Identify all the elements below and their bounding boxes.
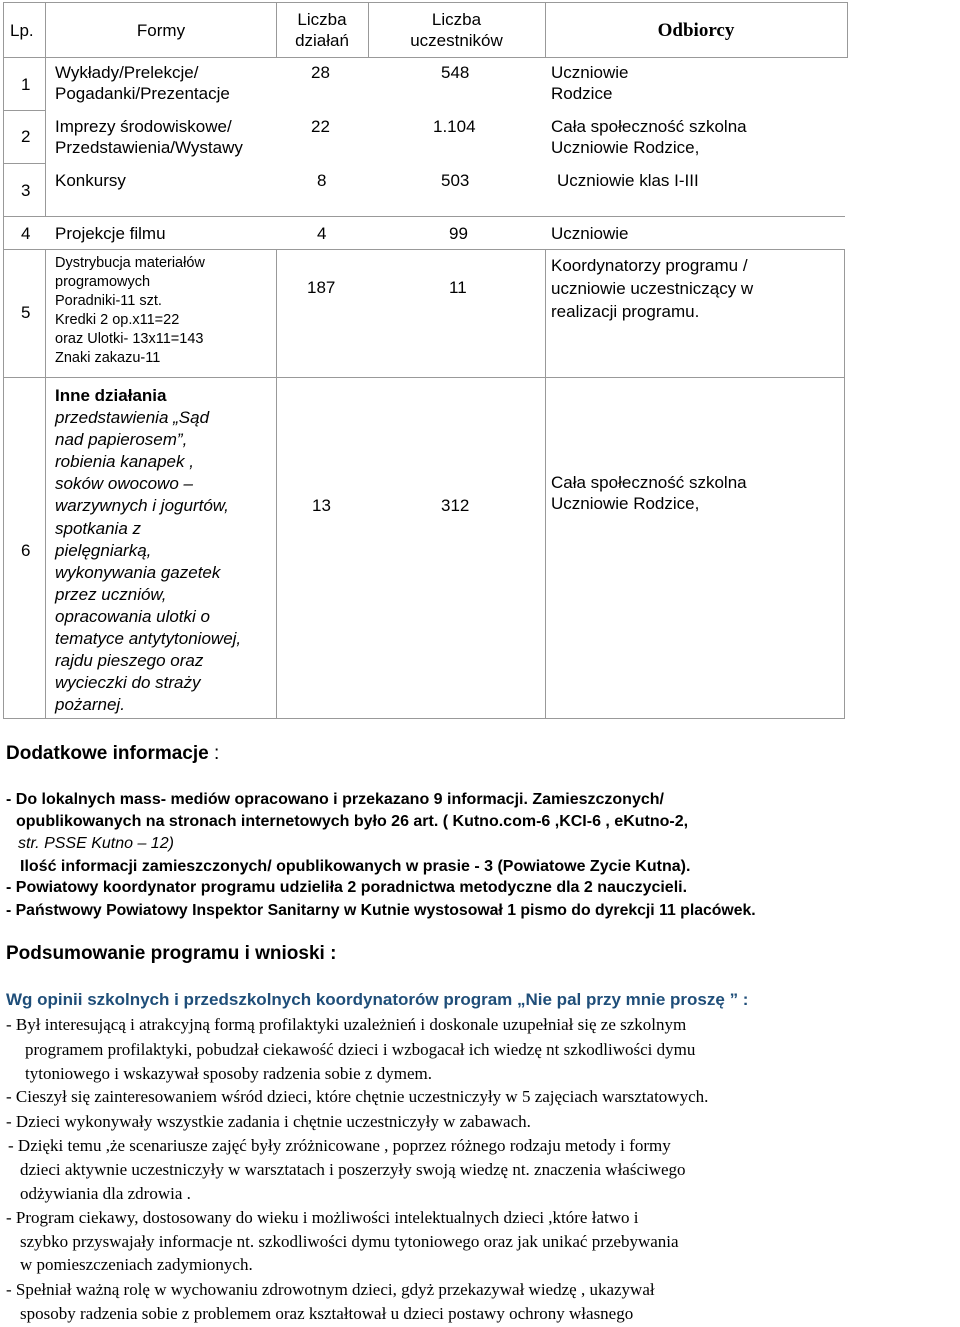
row-1-formy: Wykłady/Prelekcje/ Pogadanki/Prezentacje <box>55 63 230 103</box>
row-3-formy: Konkursy <box>55 171 126 190</box>
summary-line-7: dzieci aktywnie uczestniczyły w warsztatach i poszerzyły swoją wiedzę nt. znaczenia właściwego <box>20 1160 686 1179</box>
summary-line-1: - Był interesującą i atrakcyjną formą profilaktyki uzależnień i doskonale uzupełniał się ze szkolnym <box>6 1015 687 1034</box>
dodatkowe-line-3: str. PSSE Kutno – 12) <box>18 835 174 852</box>
row-1-dzialan: 28 <box>311 63 330 82</box>
row-2-formy: Imprezy środowiskowe/ Przedstawienia/Wystawy <box>55 117 243 157</box>
row-5-formy: Dystrybucja materiałów programowych Poradniki-11 szt. Kredki 2 op.x11=22 oraz Ulotki- 13x11=143 Znaki zakazu-11 <box>55 255 205 366</box>
podsumowanie-title: Podsumowanie programu i wnioski : <box>6 943 337 964</box>
dodatkowe-line-1: - Do lokalnych mass- mediów opracowano i przekazano 9 informacji. Zamieszczonych/ <box>6 791 664 808</box>
podsumowanie-subtitle: Wg opinii szkolnych i przedszkolnych koordynatorów program „Nie pal przy mnie proszę ” : <box>6 990 749 1009</box>
row-3-uczestnikow: 503 <box>441 171 470 190</box>
row-2-odbiorcy: Cała społeczność szkolna Uczniowie Rodzice, <box>551 117 747 157</box>
summary-line-9: - Program ciekawy, dostosowany do wieku i możliwości intelektualnych dzieci ,które łatwo i <box>6 1208 639 1227</box>
row-1-uczestnikow: 548 <box>441 63 470 82</box>
summary-line-8: odżywiania dla zdrowia . <box>20 1184 191 1203</box>
summary-line-6: - Dzięki temu ,że scenariusze zajęć były zróżnicowane , poprzez różnego rodzaju metody i formy <box>8 1136 671 1155</box>
row-2-uczestnikow: 1.104 <box>433 117 476 136</box>
summary-line-3: tytoniowego i wskazywał sposoby radzenia sobie z dymem. <box>25 1064 432 1083</box>
summary-line-5: - Dzieci wykonywały wszystkie zadania i chętnie uczestniczyły w zabawach. <box>6 1112 531 1131</box>
row-2-dzialan: 22 <box>311 117 330 136</box>
header-lp: Lp. <box>10 21 34 40</box>
row-6-formy: Inne działania przedstawienia „Sąd nad papierosem”, robienia kanapek , soków owocowo – warzywnych i jogurtów, spotkania z pielęgniarką, wykonywania gazetek przez uczniów, opracowania ulotki o tematyce antytytoniowej, rajdu pieszego oraz wycieczki do straży pożarnej. <box>55 386 242 715</box>
row-3-dzialan: 8 <box>317 171 327 190</box>
summary-line-4: - Cieszył się zainteresowaniem wśród dzieci, które chętnie uczestniczyły w 5 zajęciach warsztatowych. <box>6 1087 709 1106</box>
row-4-uczestnikow: 99 <box>449 224 468 243</box>
row-5-odbiorcy: Koordynatorzy programu / uczniowie uczestniczący w realizacji programu. <box>551 256 754 321</box>
summary-line-12: - Spełniał ważną rolę w wychowaniu zdrowotnym dzieci, gdyż przekazywał wiedzę , ukazywał <box>6 1280 655 1299</box>
row-4-odbiorcy: Uczniowie <box>551 224 629 243</box>
row-1-lp: 1 <box>21 75 31 94</box>
summary-line-13: sposoby radzenia sobie z problemem oraz kształtował u dzieci postawy ochrony własnego <box>20 1304 634 1323</box>
header-odbiorcy: Odbiorcy <box>657 20 735 41</box>
header-liczba-dzialan: Liczba działań <box>295 10 349 50</box>
row-4-dzialan: 4 <box>317 224 327 243</box>
dodatkowe-line-5: - Powiatowy koordynator programu udzieliła 2 poradnictwa metodyczne dla 2 nauczycieli. <box>6 879 688 896</box>
row-5-uczestnikow: 11 <box>449 278 467 297</box>
row-3-lp: 3 <box>21 181 31 200</box>
row-6-dzialan: 13 <box>312 496 331 515</box>
header-liczba-uczestnikow: Liczba uczestników <box>410 10 503 50</box>
dodatkowe-line-4: Ilość informacji zamieszczonych/ opublikowanych w prasie - 3 (Powiatowe Zycie Kutna). <box>20 858 691 875</box>
row-6-lp: 6 <box>21 541 31 560</box>
summary-line-10: szybko przyswajały informacje nt. szkodliwości dymu tytoniowego oraz jak unikać przebywania <box>20 1232 679 1251</box>
row-4-lp: 4 <box>21 224 31 243</box>
row-5-lp: 5 <box>21 303 31 322</box>
row-5-dzialan: 187 <box>307 278 336 297</box>
row-3-odbiorcy: Uczniowie klas I-III <box>557 171 699 190</box>
row-6-uczestnikow: 312 <box>441 496 470 515</box>
dodatkowe-line-2: opublikowanych na stronach internetowych było 26 art. ( Kutno.com-6 ,KCI-6 , eKutno-2, <box>16 813 689 830</box>
dodatkowe-title: Dodatkowe informacje : <box>6 743 220 764</box>
row-6-odbiorcy: Cała społeczność szkolna Uczniowie Rodzice, <box>551 473 747 513</box>
header-formy: Formy <box>136 21 186 40</box>
row-2-lp: 2 <box>21 127 31 146</box>
summary-line-2: programem profilaktyki, pobudzał ciekawość dzieci i wzbogacał ich wiedzę nt szkodliwości dymu <box>25 1040 696 1059</box>
row-4-formy: Projekcje filmu <box>55 224 166 243</box>
dodatkowe-line-6: - Państwowy Powiatowy Inspektor Sanitarny w Kutnie wystosował 1 pismo do dyrekcji 11 placówek. <box>6 902 756 919</box>
row-1-odbiorcy: Uczniowie Rodzice <box>551 63 629 103</box>
summary-line-11: w pomieszczeniach zadymionych. <box>20 1255 253 1274</box>
